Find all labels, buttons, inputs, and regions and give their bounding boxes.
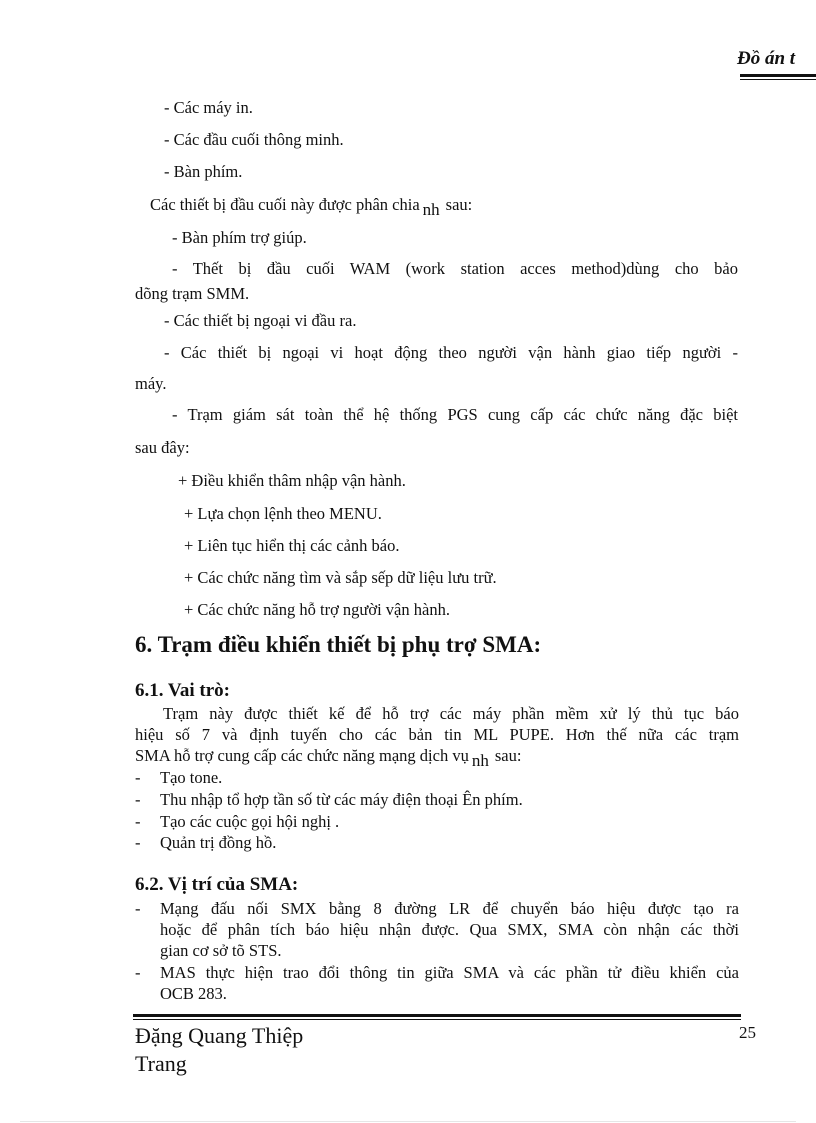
list-item: - Các thiết bị ngoại vi đầu ra. (164, 311, 357, 330)
plus-item: + Liên tục hiển thị các cảnh báo. (184, 536, 400, 555)
bullet-item: Thu nhập tổ hợp tần số từ các máy điện thoại Ên phím. (160, 790, 523, 809)
bullet-dash: - (135, 768, 141, 787)
header-rule (740, 74, 816, 77)
bullet-dash: - (135, 899, 141, 918)
paragraph-line: dõng trạm SMM. (135, 284, 250, 303)
section-6-1-heading: 6.1. Vai trò: (135, 680, 230, 701)
list-item: - Các đầu cuối thông minh. (164, 130, 344, 149)
bullet-line: gian cơ sở tõ STS. (160, 941, 282, 960)
bullet-dash: - (135, 833, 141, 852)
footer-rule-thin (133, 1019, 741, 1020)
bullet-line: Mạng đấu nối SMX bằng 8 đường LR để chuyển báo hiệu được tạo ra (160, 899, 739, 918)
bullet-item: Tạo tone. (160, 768, 223, 787)
plus-item: + Lựa chọn lệnh theo MENU. (184, 504, 382, 523)
paragraph-line: Trạm này được thiết kế để hỗ trợ các máy phần mềm xử lý thủ tục báo (163, 704, 739, 723)
header-title: Đồ án t (737, 48, 796, 69)
bullet-item: Tạo các cuộc gọi hội nghị . (160, 812, 340, 831)
list-item: - Các máy in. (164, 98, 253, 117)
section-6-2-heading: 6.2. Vị trí của SMA: (135, 874, 299, 895)
footer-author (135, 1022, 303, 1078)
plus-item: + Các chức năng hỗ trợ người vận hành. (184, 600, 450, 619)
intro-line (150, 195, 473, 219)
bullet-dash: - (135, 790, 141, 809)
paragraph-line: - Trạm giám sát toàn thể hệ thống PGS cung cấp các chức năng đặc biệt (172, 405, 738, 424)
footer-author-line2: Trang (135, 1051, 187, 1076)
plus-item: + Các chức năng tìm và sắp sếp dữ liệu lưu trữ. (184, 568, 497, 587)
bullet-line: hoặc để phân tích báo hiệu nhận được. Qua SMX, SMA còn nhận các thời (160, 920, 739, 939)
paragraph-line (135, 746, 522, 770)
paragraph-text: SMA hỗ trợ cung cấp các chức năng mạng dịch vụ (135, 746, 469, 765)
list-item: - Bàn phím. (164, 162, 243, 181)
paragraph-line: sau đây: (135, 438, 190, 457)
paragraph-line: - Thết bị đầu cuối WAM (work station acces method)dùng cho bảo (172, 259, 738, 278)
plus-item: + Điều khiển thâm nhập vận hành. (178, 471, 406, 490)
paragraph-after: sau: (494, 746, 522, 765)
list-item: - Bàn phím trợ giúp. (172, 228, 307, 247)
footer-author-line1: Đặng Quang Thiệp (135, 1023, 304, 1048)
intro-sub: nh (422, 200, 440, 219)
footer-rule (133, 1014, 741, 1017)
page-number: 25 (739, 1023, 756, 1042)
bullet-line: OCB 283. (160, 984, 227, 1003)
bullet-dash: - (135, 963, 141, 982)
page-bottom-edge (20, 1121, 796, 1122)
paragraph-line: máy. (135, 374, 167, 393)
bullet-line: MAS thực hiện trao đổi thông tin giữa SMA và các phần tử điều khiển của (160, 963, 739, 982)
intro-text: Các thiết bị đầu cuối này được phân chia (150, 195, 420, 214)
header-rule-thin (740, 79, 816, 80)
paragraph-sub: nh (471, 751, 489, 770)
section-6-heading: 6. Trạm điều khiển thiết bị phụ trợ SMA: (135, 632, 542, 657)
intro-after: sau: (445, 195, 473, 214)
paragraph-line: hiệu số 7 và định tuyến cho các bản tin ML PUPE. Hơn thế nữa các trạm (135, 725, 739, 744)
paragraph-line: - Các thiết bị ngoại vi hoạt động theo người vận hành giao tiếp người - (164, 343, 738, 362)
bullet-dash: - (135, 812, 141, 831)
bullet-item: Quản trị đồng hồ. (160, 833, 277, 852)
